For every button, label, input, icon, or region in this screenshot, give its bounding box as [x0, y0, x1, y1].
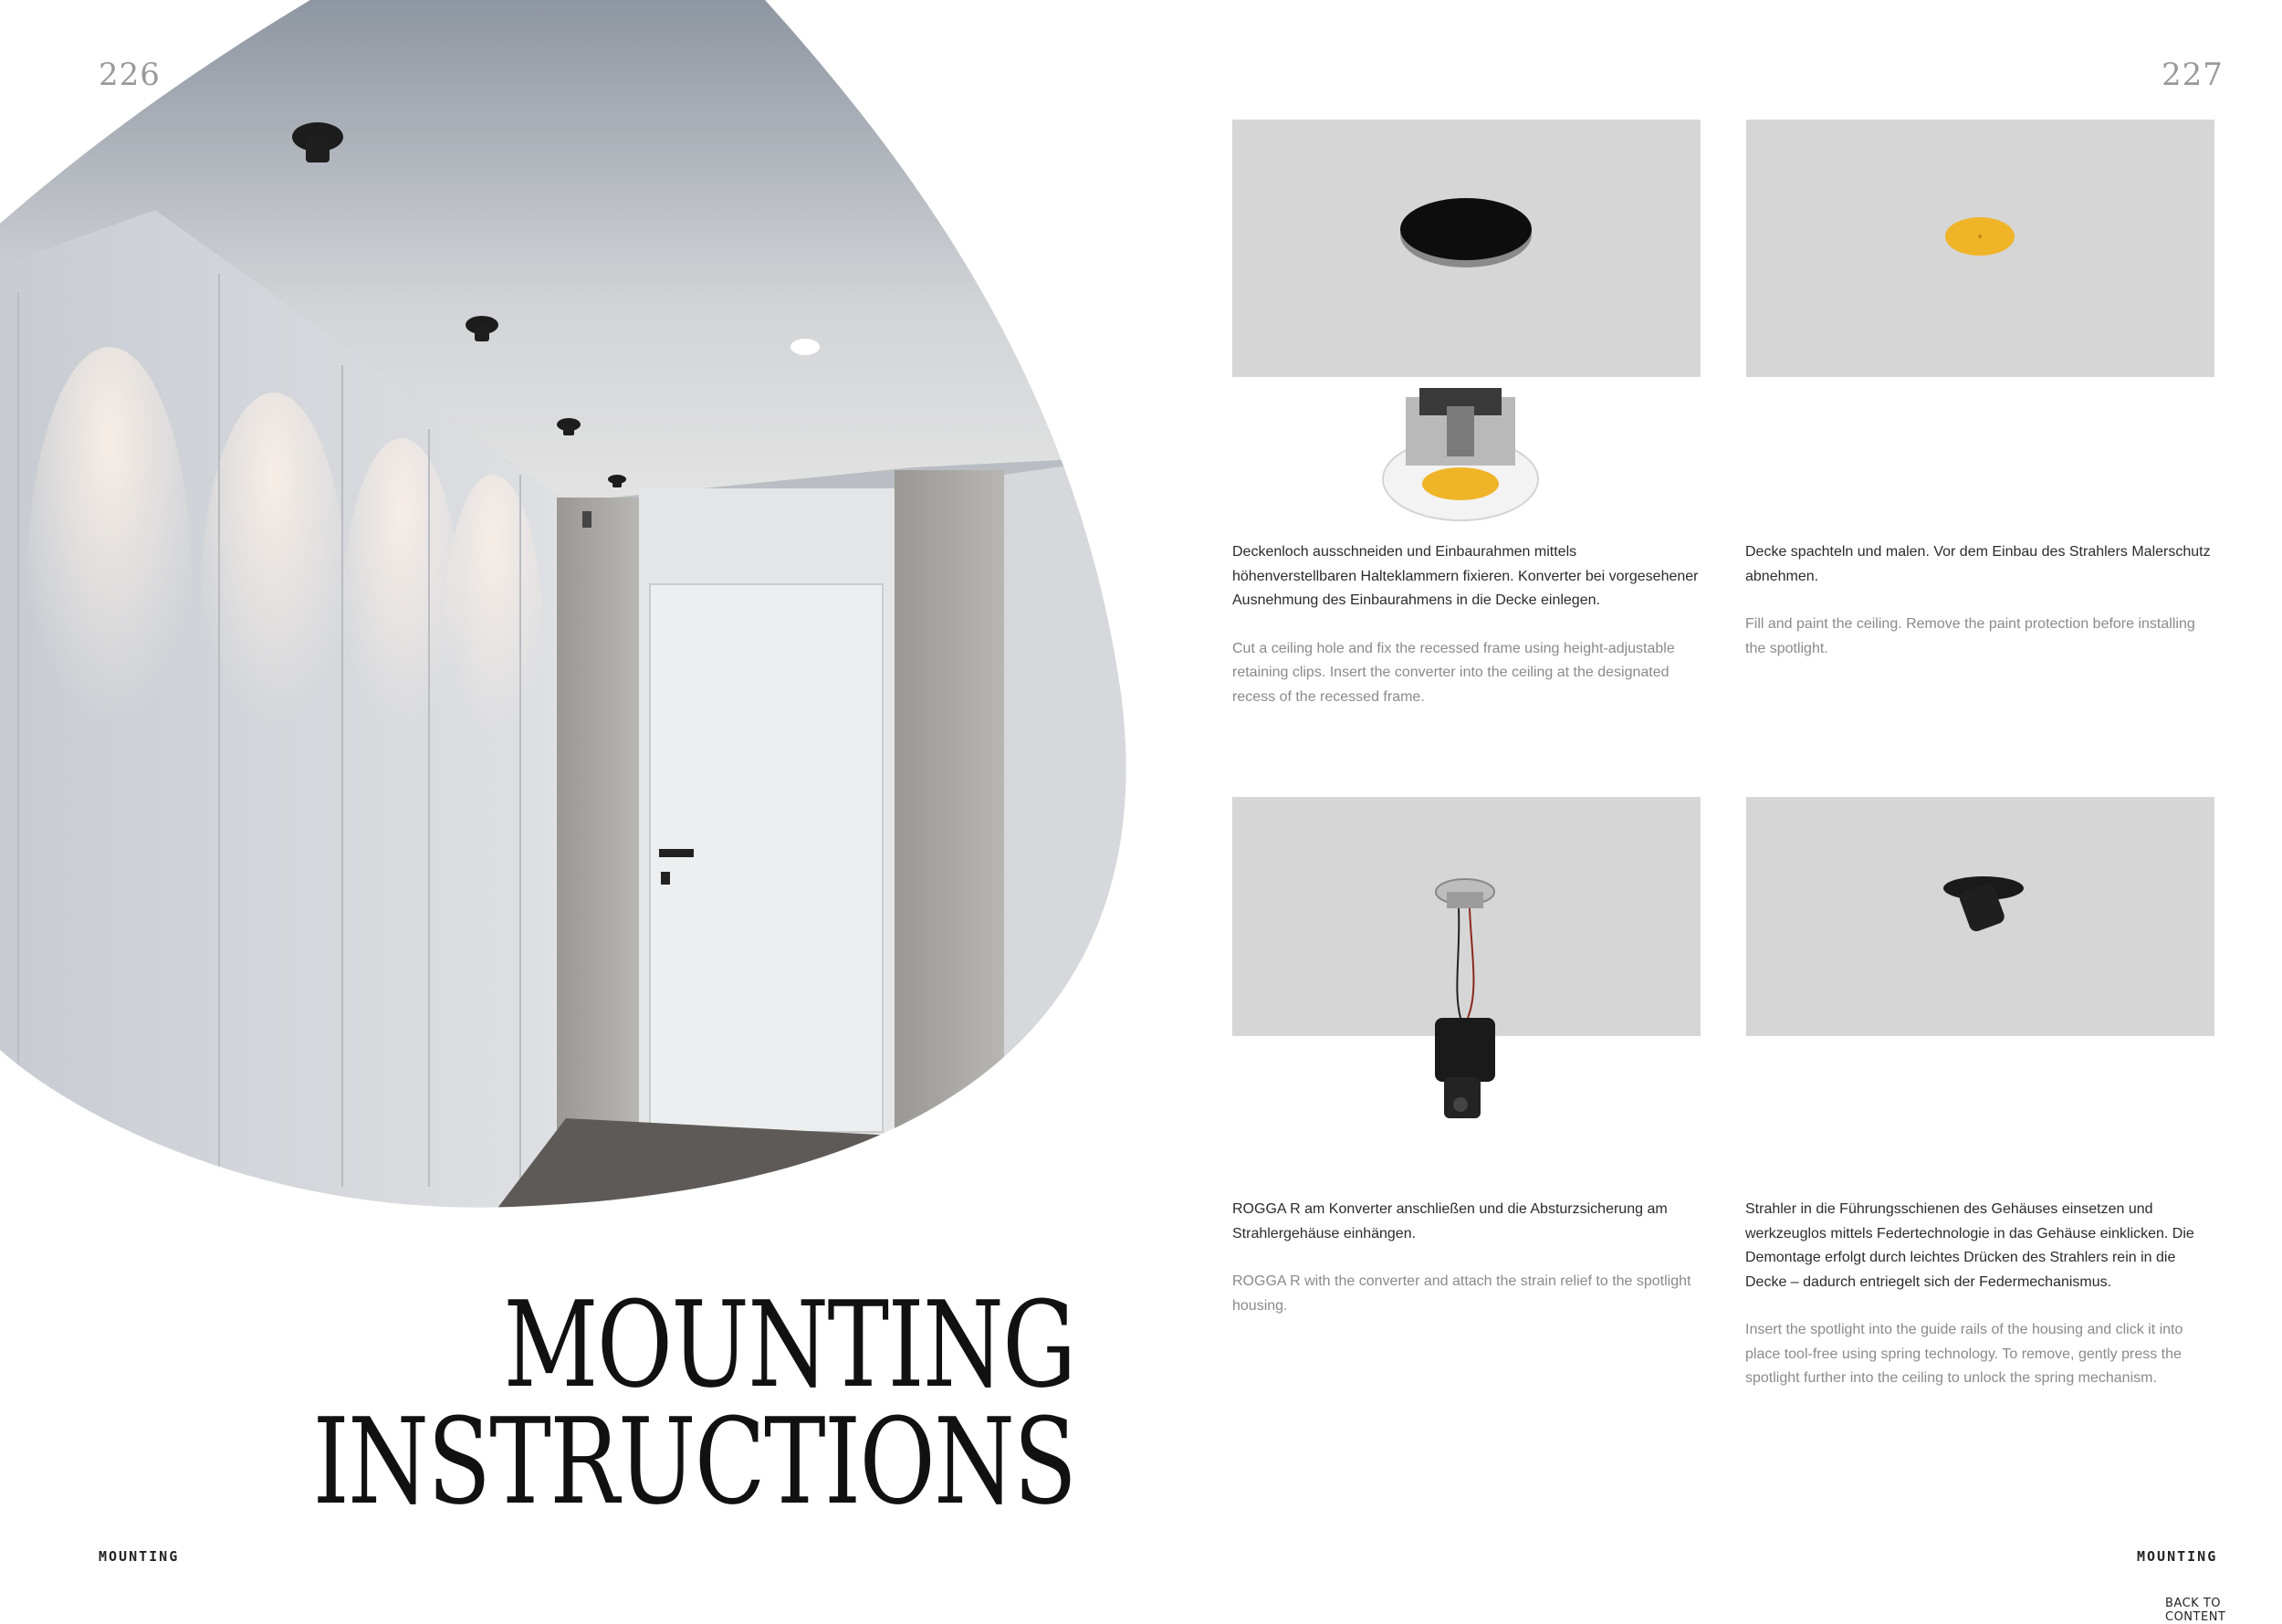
- step-4-image: [1746, 797, 2214, 1036]
- title-line-2: INSTRUCTIONS: [312, 1392, 1075, 1531]
- spotlight-converter-icon: [1415, 872, 1515, 1127]
- step-1-english: Cut a ceiling hole and fix the recessed frame using height-adjustable retaining clips. Insert the converter into the ceiling at the designated recess of the recessed frame.: [1232, 640, 1675, 705]
- recessed-frame-icon: [1369, 388, 1552, 525]
- page-number-left: 226: [99, 57, 161, 93]
- footer-section-label-left: MOUNTING: [99, 1548, 180, 1565]
- step-3-german: ROGGA R am Konverter anschließen und die Absturzsicherung am Strahlergehäuse einhängen.: [1232, 1201, 1668, 1242]
- title-line-1: MOUNTING: [503, 1275, 1075, 1414]
- step-4-text: [1745, 1198, 2215, 1391]
- step-2-image: [1746, 120, 2214, 377]
- step-3-text: [1232, 1198, 1702, 1318]
- step-2-text: [1745, 540, 2215, 661]
- step-3-english: ROGGA R with the converter and attach the strain relief to the spotlight housing.: [1232, 1273, 1691, 1314]
- step-2-english: Fill and paint the ceiling. Remove the paint protection before installing the spotlight.: [1745, 616, 2195, 656]
- round-trim-icon: [1232, 120, 1701, 377]
- step-1-text: [1232, 540, 1702, 709]
- back-to-content-link[interactable]: BACK TO CONTENT: [2165, 1597, 2226, 1624]
- footer-section-label-right: MOUNTING: [2137, 1548, 2218, 1565]
- step-1-image: [1232, 120, 1701, 377]
- step-4-german: Strahler in die Führungsschienen des Gehäuses einsetzen und werkzeuglos mittels Federtechnologie in das Gehäuse einklicken. Die Demontage erfolgt durch leichtes Drücken des Strahlers rein in die Decke – dadurch entriegelt sich der Federmechanismus.: [1745, 1201, 2194, 1290]
- page-number-right: 227: [2162, 57, 2224, 93]
- step-2-german: Decke spachteln und malen. Vor dem Einbau des Strahlers Malerschutz abnehmen.: [1745, 544, 2211, 584]
- step-4-english: Insert the spotlight into the guide rails of the housing and click it into place tool-free using spring technology. To remove, gently press the spotlight further into the ceiling to unlock the spring mechanism.: [1745, 1322, 2183, 1386]
- step-1-german: Deckenloch ausschneiden und Einbaurahmen mittels höhenverstellbaren Halteklammern fixieren. Konverter bei vorgesehener Ausnehmung des Einbaurahmens in die Decke einlegen.: [1232, 544, 1699, 608]
- paint-protection-icon: [1746, 120, 2214, 377]
- spotlight-icon: [1746, 797, 2214, 1036]
- interior-photo: [0, 0, 1132, 1214]
